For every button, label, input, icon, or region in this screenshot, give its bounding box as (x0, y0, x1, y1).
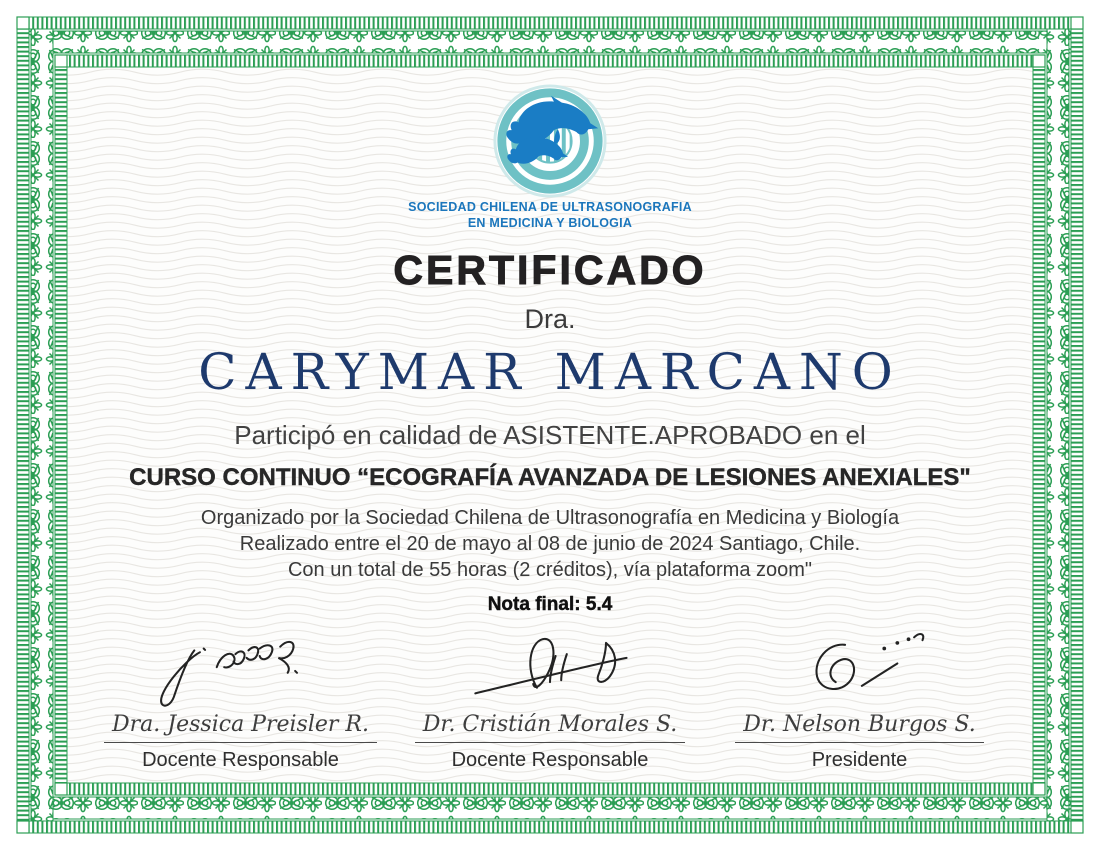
signature-preisler-icon (131, 628, 351, 712)
signatory-name: Dra. Jessica Preisler R. (104, 712, 377, 743)
course-title: CURSO CONTINUO “ECOGRAFÍA AVANZADA DE LESIONES ANEXIALES" (129, 464, 971, 491)
signatory-role: Presidente (811, 749, 908, 771)
organization-name-line2: EN MEDICINA Y BIOLOGIA (467, 216, 633, 231)
signatory-preisler (88, 628, 393, 778)
signatory-role: Docente Responsable (451, 749, 649, 771)
signatory-morales (398, 628, 703, 778)
honorific: Dra. (524, 304, 576, 334)
dolphins-sonar-logo-icon (491, 82, 609, 200)
signature-morales-icon (440, 628, 660, 712)
society-logo (491, 82, 609, 205)
final-grade-value: 5.4 (585, 594, 613, 615)
final-grade-label: Nota final: (487, 594, 581, 615)
recipient-name: CARYMAR MARCANO (198, 343, 902, 401)
certificate-title: CERTIFICADO (393, 247, 707, 293)
signatory-name: Dr. Nelson Burgos S. (735, 712, 983, 743)
signatory-name: Dr. Cristián Morales S. (415, 712, 686, 743)
signatures-row (88, 628, 1012, 778)
organization-name-line1: SOCIEDAD CHILENA DE ULTRASONOGRAFIA (408, 200, 692, 214)
detail-dates: Realizado entre el 20 de mayo al 08 de junio de 2024 Santiago, Chile. (239, 533, 861, 555)
organization-name (70, 199, 1030, 232)
final-grade (70, 594, 1030, 616)
detail-organized-by: Organizado por la Sociedad Chilena de Ultrasonografía en Medicina y Biología (200, 507, 900, 529)
signatory-burgos (707, 628, 1012, 778)
participation-line: Participó en calidad de ASISTENTE.APROBADO en el (234, 420, 866, 450)
signature-burgos-icon (750, 628, 970, 712)
signatory-role: Docente Responsable (142, 749, 339, 771)
detail-hours: Con un total de 55 horas (2 créditos), vía plataforma zoom" (287, 559, 813, 581)
